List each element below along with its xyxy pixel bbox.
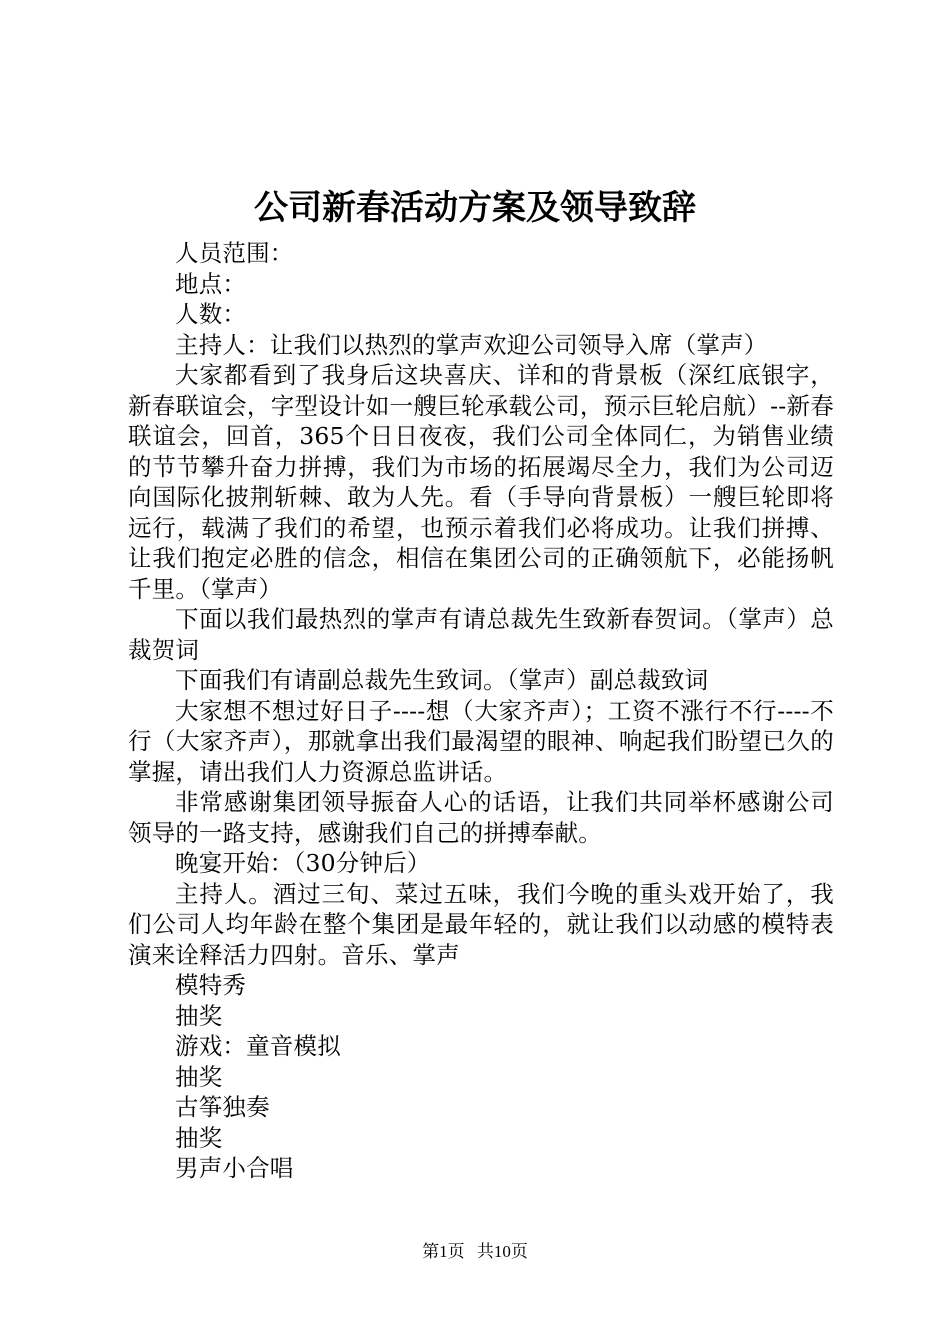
program-item: 男声小合唱 bbox=[175, 1154, 294, 1182]
paragraph-president-greeting: 下面以我们最热烈的掌声有请总裁先生致新春贺词。（掌声）总裁贺词 bbox=[128, 605, 834, 664]
program-item: 抽奖 bbox=[175, 1001, 223, 1030]
document-title: 公司新春活动方案及领导致辞 bbox=[254, 188, 696, 228]
paragraph-headcount: 人数： bbox=[175, 300, 247, 328]
program-item: 游戏：童音模拟 bbox=[175, 1032, 341, 1060]
page-total: 共10页 bbox=[476, 1242, 528, 1261]
program-item: 抽奖 bbox=[175, 1062, 223, 1091]
paragraph-backdrop-speech: 大家都看到了我身后这块喜庆、详和的背景板（深红底银字，新春联谊会，字型设计如一艘巨轮承载公司，预示巨轮启航）--新春联谊会，回首，365个日日夜夜，我们公司全体同仁，为销售业绩的节节攀升奋力拼搏，我们为市场的拓展竭尽全力，我们为公司迈向国际化披荆斩棘、敢为人先。看（手导向背景板）一艘巨轮即将远行，载满了我们的希望，也预示着我们必将成功。让我们拼搏、让我们抱定必胜的信念，相信在集团公司的正确领航下，必能扬帆千里。（掌声） bbox=[128, 361, 834, 603]
program-item: 抽奖 bbox=[175, 1123, 223, 1152]
page-footer bbox=[0, 1241, 950, 1263]
program-item: 模特秀 bbox=[175, 971, 247, 999]
paragraph-dinner-start: 晚宴开始：（30分钟后） bbox=[175, 849, 431, 877]
program-item: 古筝独奏 bbox=[175, 1093, 270, 1121]
paragraph-hr-director-intro: 大家想不想过好日子----想（大家齐声）；工资不涨行不行----不行（大家齐声），那就拿出我们最渴望的眼神、响起我们盼望已久的掌握，请出我们人力资源总监讲话。 bbox=[128, 696, 834, 786]
page-number: 第1页 bbox=[422, 1242, 465, 1261]
paragraph-location: 地点： bbox=[175, 269, 247, 298]
paragraph-toast: 非常感谢集团领导振奋人心的话语，让我们共同举杯感谢公司领导的一路支持，感谢我们自己的拼搏奉献。 bbox=[128, 788, 834, 847]
paragraph-vice-president-speech: 下面我们有请副总裁先生致词。（掌声）副总裁致词 bbox=[175, 666, 709, 694]
paragraph-host-main-show: 主持人。酒过三旬、菜过五味，我们今晚的重头戏开始了，我们公司人均年龄在整个集团是最年轻的，就让我们以动感的模特表演来诠释活力四射。音乐、掌声 bbox=[128, 879, 834, 969]
paragraph-staff-scope: 人员范围： bbox=[175, 239, 294, 267]
paragraph-host-welcome: 主持人：让我们以热烈的掌声欢迎公司领导入席（掌声） bbox=[175, 330, 768, 359]
document-body bbox=[128, 238, 834, 1184]
